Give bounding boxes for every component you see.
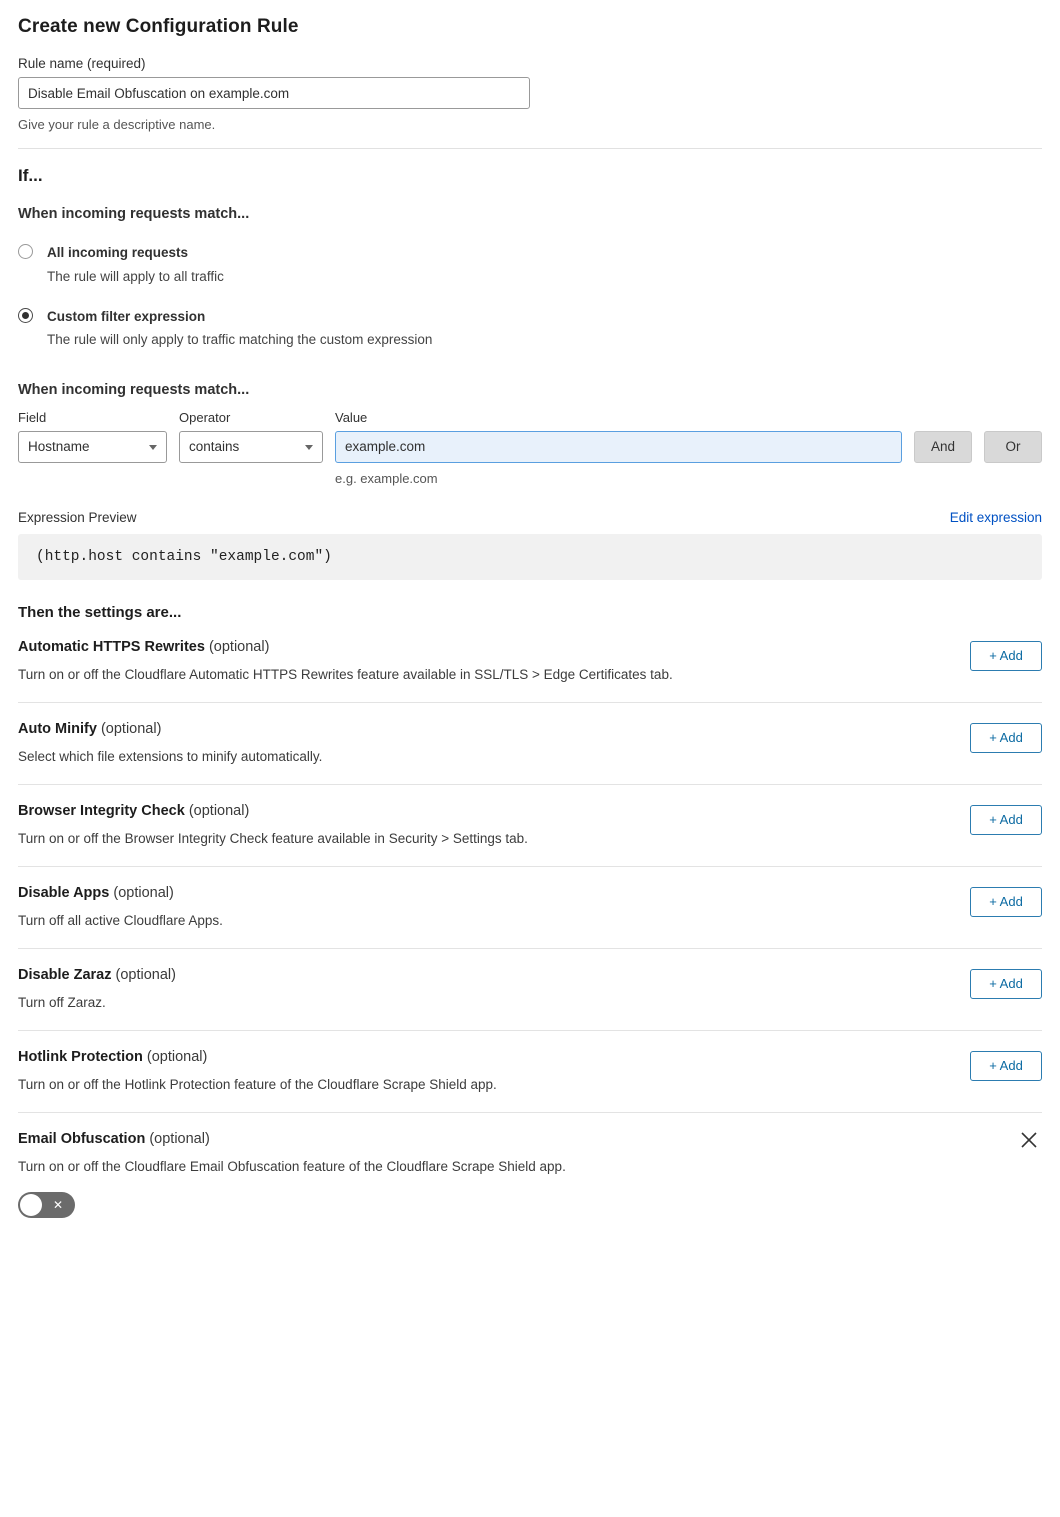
setting-browser-integrity-check [18, 785, 1042, 867]
radio-all-requests-desc: The rule will apply to all traffic [47, 268, 224, 284]
add-button[interactable]: + Add [970, 641, 1042, 671]
setting-name [18, 885, 1042, 901]
setting-optional: (optional) [146, 1048, 208, 1065]
filter-heading: When incoming requests match... [18, 381, 250, 398]
then-settings-title: Then the settings are... [18, 603, 182, 621]
radio-custom-filter-control[interactable] [18, 308, 33, 323]
setting-description: Turn on or off the Cloudflare Email Obfuscation feature of the Cloudflare Scrape Shield app. [18, 1158, 566, 1174]
field-label: Field [18, 409, 47, 425]
expression-preview-header [18, 510, 1042, 525]
radio-all-requests-title: All incoming requests [47, 245, 189, 260]
value-input[interactable] [335, 431, 902, 463]
email-obfuscation-toggle[interactable] [18, 1192, 75, 1218]
setting-name [18, 721, 1042, 737]
setting-name [18, 803, 1042, 819]
operator-label: Operator [179, 409, 231, 425]
setting-hotlink-protection [18, 1031, 1042, 1113]
add-button[interactable]: + Add [970, 887, 1042, 917]
field-column [18, 410, 167, 463]
toggle-knob [20, 1194, 42, 1216]
operator-column [179, 410, 323, 463]
field-select[interactable] [18, 431, 167, 463]
add-button[interactable]: + Add [970, 1051, 1042, 1081]
toggle-off-icon: ✕ [52, 1197, 63, 1212]
setting-name [18, 1131, 1042, 1147]
setting-title: Auto Minify [18, 720, 97, 737]
setting-optional: (optional) [208, 638, 270, 655]
setting-description: Turn on or off the Hotlink Protection feature of the Cloudflare Scrape Shield app. [18, 1076, 497, 1092]
setting-description: Turn on or off the Cloudflare Automatic HTTPS Rewrites feature available in SSL/TLS > Edge Certificates tab. [18, 666, 673, 682]
radio-option-custom-filter[interactable] [18, 306, 1042, 350]
divider [18, 148, 1042, 149]
setting-optional: (optional) [113, 884, 174, 901]
expression-preview-label: Expression Preview [18, 509, 137, 525]
add-button[interactable]: + Add [970, 969, 1042, 999]
setting-title: Browser Integrity Check [18, 802, 185, 819]
chevron-down-icon [149, 445, 157, 450]
setting-name [18, 1049, 1042, 1065]
setting-optional: (optional) [115, 966, 176, 983]
field-select-value: Hostname [28, 439, 90, 455]
setting-name [18, 639, 1042, 655]
setting-title: Email Obfuscation [18, 1130, 146, 1147]
setting-optional: (optional) [100, 720, 162, 737]
value-column [335, 410, 902, 463]
rule-name-label: Rule name (required) [18, 56, 146, 71]
add-button[interactable]: + Add [970, 805, 1042, 835]
rule-name-group [18, 56, 1042, 132]
add-button[interactable]: + Add [970, 723, 1042, 753]
setting-description: Turn off Zaraz. [18, 994, 106, 1010]
value-label: Value [335, 409, 368, 425]
rule-name-input[interactable] [18, 77, 530, 109]
setting-name [18, 967, 1042, 983]
setting-title: Disable Apps [18, 884, 110, 901]
radio-all-requests-control[interactable] [18, 244, 33, 259]
if-section-title: If... [18, 166, 43, 185]
setting-title: Automatic HTTPS Rewrites [18, 638, 205, 655]
close-icon[interactable] [1018, 1129, 1040, 1151]
setting-disable-zaraz [18, 949, 1042, 1031]
setting-description: Turn off all active Cloudflare Apps. [18, 912, 223, 928]
setting-description: Turn on or off the Browser Integrity Check feature available in Security > Settings tab. [18, 830, 528, 846]
expression-preview-box: (http.host contains "example.com") [18, 534, 1042, 580]
operator-select[interactable] [179, 431, 323, 463]
value-hint: e.g. example.com [335, 470, 438, 486]
setting-disable-apps [18, 867, 1042, 949]
radio-option-all-requests[interactable] [18, 242, 1042, 286]
radio-custom-filter-title: Custom filter expression [47, 308, 206, 324]
rule-name-help: Give your rule a descriptive name. [18, 117, 216, 132]
radio-custom-filter-desc: The rule will only apply to traffic matching the custom expression [47, 332, 433, 348]
and-button[interactable]: And [914, 431, 972, 463]
or-button[interactable]: Or [984, 431, 1042, 463]
setting-title: Hotlink Protection [18, 1048, 143, 1065]
filter-builder-row [18, 410, 1042, 463]
setting-optional: (optional) [188, 802, 250, 819]
edit-expression-link[interactable]: Edit expression [949, 509, 1042, 525]
page-title: Create new Configuration Rule [18, 16, 299, 37]
operator-select-value: contains [189, 439, 240, 455]
chevron-down-icon [305, 445, 313, 450]
setting-automatic-https-rewrites [18, 621, 1042, 703]
setting-email-obfuscation [18, 1113, 1042, 1238]
setting-auto-minify [18, 703, 1042, 785]
setting-title: Disable Zaraz [18, 966, 112, 983]
setting-optional: (optional) [149, 1130, 210, 1147]
if-section-subtitle: When incoming requests match... [18, 206, 250, 222]
setting-description: Select which file extensions to minify automatically. [18, 748, 323, 764]
